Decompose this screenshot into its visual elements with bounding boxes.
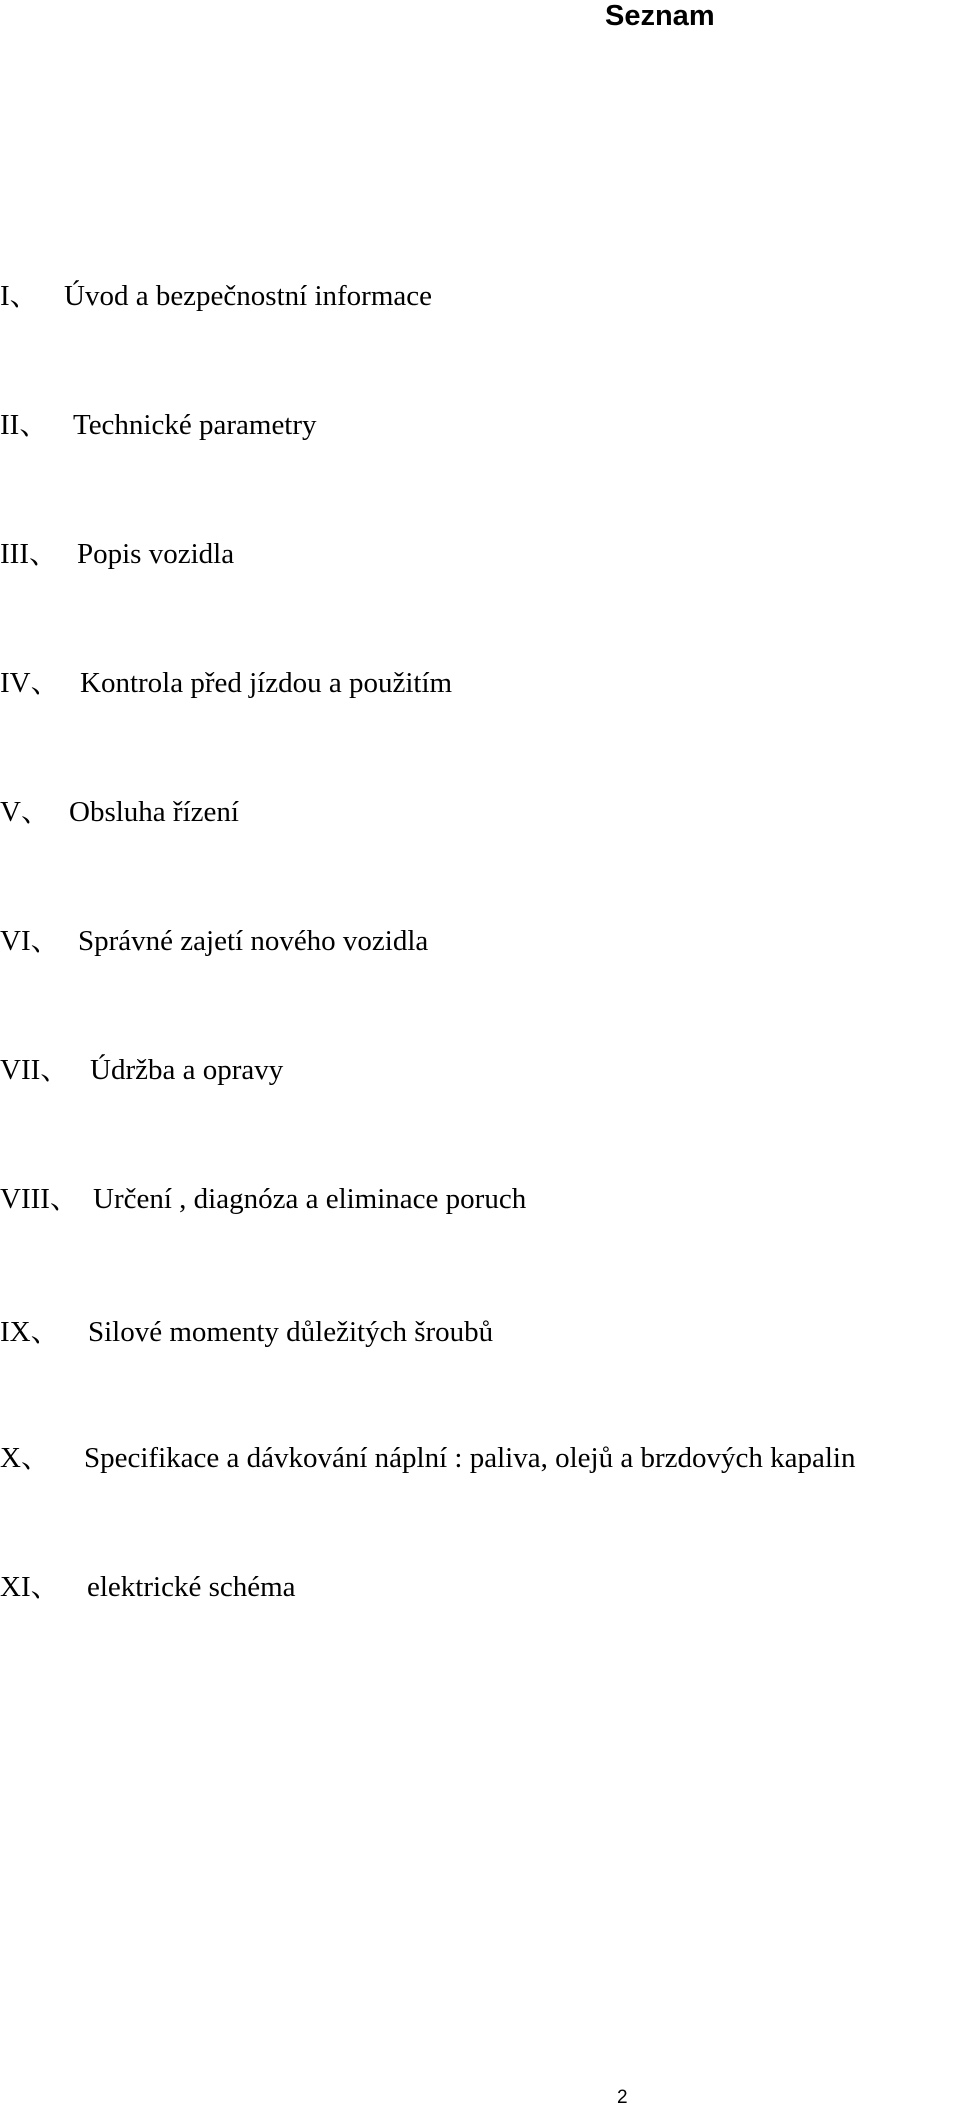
- toc-item-label: Specifikace a dávkování náplní : paliva, olejů a brzdových kapalin: [84, 1442, 856, 1474]
- toc-item-label: Úvod a bezpečnostní informace: [64, 280, 432, 312]
- toc-item-number: V、: [0, 796, 50, 828]
- toc-item-label: Určení , diagnóza a eliminace poruch: [93, 1183, 527, 1215]
- toc-item-number: II、: [0, 409, 49, 441]
- toc-item-label: Kontrola před jízdou a použitím: [80, 667, 453, 699]
- toc-item-number: VII、: [0, 1054, 70, 1086]
- toc-item-number: VIII、: [0, 1183, 79, 1215]
- page-title: Seznam: [605, 0, 715, 32]
- toc-item-number: X、: [0, 1442, 50, 1474]
- toc-item-label: Popis vozidla: [77, 538, 235, 570]
- toc-item-label: Údržba a opravy: [90, 1054, 284, 1086]
- toc-item-label: Správné zajetí nového vozidla: [78, 925, 429, 957]
- page-number: 2: [617, 2087, 628, 2108]
- toc-item-label: Silové momenty důležitých šroubů: [88, 1316, 494, 1348]
- toc-item-label: Technické parametry: [73, 409, 317, 441]
- toc-item-number: IV、: [0, 667, 60, 699]
- toc-item-number: VI、: [0, 925, 60, 957]
- toc-item-label: Obsluha řízení: [69, 796, 239, 828]
- toc-item-number: XI、: [0, 1571, 60, 1603]
- toc-item-number: III、: [0, 538, 58, 570]
- toc-item-number: I、: [0, 280, 39, 312]
- toc-item-number: IX、: [0, 1316, 60, 1348]
- toc-item-label: elektrické schéma: [87, 1571, 296, 1603]
